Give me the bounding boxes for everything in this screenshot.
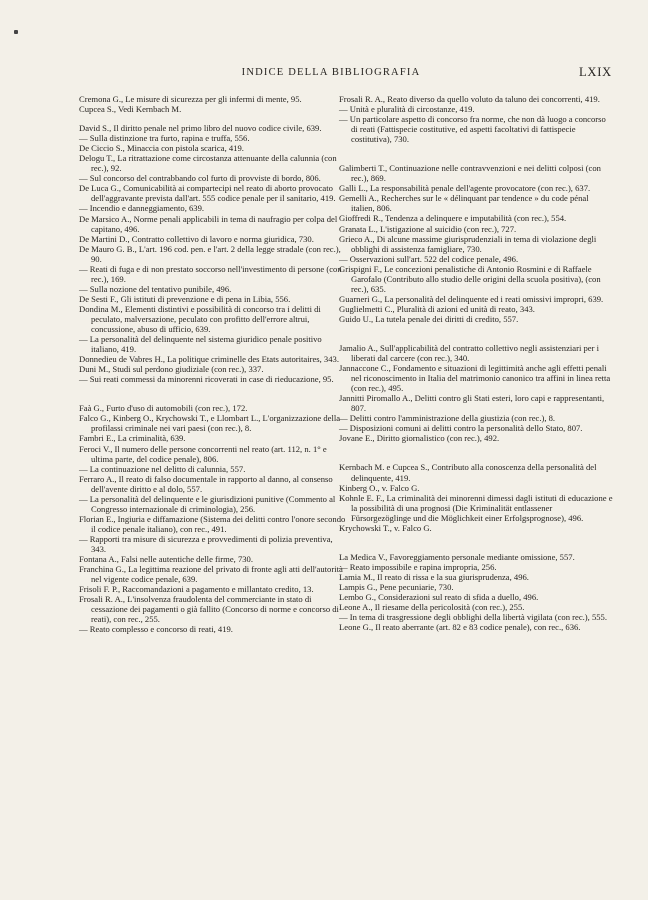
bibliography-entry: Fambri E., La criminalità, 639.: [79, 433, 186, 444]
bibliography-entry: — Incendio e danneggiamento, 639.: [79, 203, 205, 214]
bibliography-entry: — Reato complesso e concorso di reati, 419.: [79, 624, 233, 635]
right-column: [339, 94, 614, 632]
bibliography-entry: Cremona G., Le misure di sicurezza per gli infermi di mente, 95.: [79, 94, 302, 104]
bibliography-entry: Jamalio A., Sull'applicabilità del contratto collettivo negli assistenziari per i liberati dal carcere (con rec.), 340.: [339, 342, 600, 364]
bibliography-entry: — Reati di fuga e di non prestato soccorso nell'investimento di persone (con rec.), 169.: [79, 263, 342, 284]
bibliography-entry: Ferraro A., Il reato di falso documentale in rapporto al danno, al consenso dell'avente diritto e al dolo, 557.: [79, 473, 333, 494]
bibliography-entry: Cupcea S., Vedi Kernbach M.: [79, 104, 182, 115]
bibliography-entry: — Sulla nozione del tentativo punibile, 496.: [79, 283, 232, 294]
bibliography-entry: — In tema di trasgressione degli obblighi della libertà vigilata (con rec.), 555.: [339, 612, 607, 623]
bibliography-entry: Florian E., Ingiuria e diffamazione (Sistema dei delitti contro l'onore secondo il codice penale italiano), con rec., 491.: [79, 513, 346, 534]
bibliography-entry: — La personalità del delinquente nel sistema giuridico penale positivo italiano, 419.: [79, 334, 322, 355]
bibliography-entry: Lamia M., Il reato di rissa e la sua giurisprudenza, 496.: [339, 571, 529, 582]
bibliography-entry: Faà G., Furto d'uso di automobili (con rec.), 172.: [79, 403, 248, 414]
bibliography-entry: Kinberg O., v. Falco G.: [339, 482, 420, 493]
bibliography-entry: Gemelli A., Recherches sur le « délinquant par tendence » du code pénal italien, 806.: [339, 193, 589, 214]
running-title: INDICE DELLA BIBLIOGRAFIA: [241, 67, 421, 78]
section-gap: [79, 384, 349, 403]
bibliography-entry: — Sulla distinzione tra furto, rapina e truffa, 556.: [79, 133, 250, 144]
bibliography-entry: Donnedieu de Vabres H., La politique criminelle des Etats autoritaires, 343.: [79, 354, 339, 365]
bibliography-entry: Gioffredi R., Tendenza a delinquere e imputabilità (con rec.), 554.: [339, 213, 567, 224]
bibliography-entry: — Delitti contro l'amministrazione della giustizia (con rec.), 8.: [339, 413, 556, 424]
bibliography-entry: Grispigni F., Le concezioni penalistiche di Antonio Rosmini e di Raffaele Garofalo (Contributo allo studio delle origini della scuola positiva), (con rec.), 635.: [339, 263, 601, 294]
bibliography-entry: Jannaccone C., Fondamento e situazioni di legittimità anche agli effetti penali nel riconoscimento in Italia del matrimonio canonico tra affini in linea retta (con rec.), 495.: [339, 363, 611, 394]
page-number: LXIX: [578, 65, 612, 79]
bibliography-entry: Galli L., La responsabilità penale dell'agente provocatore (con rec.), 637.: [339, 183, 591, 194]
section-gap: [339, 324, 614, 343]
bibliography-entry: Kernbach M. e Cupcea S., Contributo alla conoscenza della personalità del delinquente, 419.: [339, 462, 597, 483]
bibliography-entry: — Reato impossibile e rapina impropria, 256.: [339, 561, 497, 572]
bibliography-entry: David S., Il diritto penale nel primo libro del nuovo codice civile, 639.: [79, 123, 322, 134]
bibliography-entry: Guarneri G., La personalità del delinquente ed i reati omissivi impropri, 639.: [339, 293, 604, 304]
bibliography-entry: Lembo G., Considerazioni sul reato di sfida a duello, 496.: [339, 591, 539, 602]
bibliography-entry: Krychowski T., v. Falco G.: [339, 522, 432, 533]
bibliography-entry: Falco G., Kinberg O., Krychowski T., e Llombart L., L'organizzazione della profilassi criminale nei vari paesi (con rec.), 8.: [79, 413, 341, 434]
bibliography-entry: Frisoli F. P., Raccomandazioni a pagamento e millantato credito, 13.: [79, 584, 314, 595]
bibliography-entry: De Luca G., Comunicabilità ai compartecipi nel reato di aborto provocato dell'aggravante prevista dall'art. 555 codice penale per il sanitario, 419.: [79, 183, 336, 204]
bibliography-entry: — Unità e pluralità di circostanze, 419.: [339, 104, 475, 115]
bibliography-entry: Delogu T., La ritrattazione come circostanza attenuante della calunnia (con rec.), 92.: [79, 153, 337, 174]
print-mark: [14, 30, 18, 34]
section-gap: [339, 144, 614, 163]
bibliography-entry: La Medica V., Favoreggiamento personale mediante omissione, 557.: [339, 551, 575, 562]
bibliography-entry: Grieco A., Di alcune massime giurisprudenziali in tema di violazione degli obblighi di assistenza famigliare, 730.: [339, 233, 597, 254]
bibliography-entry: — Sui reati commessi da minorenni ricoverati in case di rieducazione, 95.: [79, 374, 334, 385]
bibliography-entry: Fontana A., Falsi nelle autentiche delle firme, 730.: [79, 554, 253, 565]
left-column: [79, 94, 349, 634]
bibliography-entry: De Mauro G. B., L'art. 196 cod. pen. e l'art. 2 della legge stradale (con rec.), 90.: [79, 243, 341, 264]
bibliography-entry: — La continuazione nel delitto di calunnia, 557.: [79, 463, 246, 474]
section-gap: [79, 114, 349, 123]
bibliography-entry: Lampis G., Pene pecuniarie, 730.: [339, 581, 454, 592]
bibliography-entry: Granata L., L'istigazione al suicidio (con rec.), 727.: [339, 223, 517, 234]
bibliography-entry: Dondina M., Elementi distintivi e possibilità di concorso tra i delitti di peculato, malversazione, peculato con profitto dell'errore altrui, concussione, abuso di ufficio, 639.: [79, 303, 321, 335]
bibliography-entry: De Marsico A., Norme penali applicabili in tema di naufragio per colpa del capitano, 496.: [79, 213, 338, 234]
section-gap: [339, 443, 614, 462]
bibliography-entry: Guglielmetti C., Pluralità di azioni ed unità di reato, 343.: [339, 303, 535, 314]
bibliography-entry: De Ciccio S., Minaccia con pistola scarica, 419.: [79, 143, 244, 154]
bibliography-entry: Leone A., Il riesame della pericolosità (con rec.), 255.: [339, 602, 525, 613]
bibliography-entry: Frosali R. A., Reato diverso da quello voluto da taluno dei concorrenti, 419.: [339, 94, 600, 104]
bibliography-entry: Leone G., Il reato aberrante (art. 82 e 83 codice penale), con rec., 636.: [339, 622, 581, 633]
bibliography-entry: — La personalità del delinquente e le giurisdizioni punitive (Commento al Congresso internazionale di criminologia), 256.: [79, 493, 336, 514]
bibliography-entry: Galimberti T., Continuazione nelle contravvenzioni e nei delitti colposi (con rec.), 869.: [339, 163, 601, 184]
bibliography-entry: — Osservazioni sull'art. 522 del codice penale, 496.: [339, 253, 519, 264]
bibliography-entry: Jannitti Piromallo A., Delitti contro gli Stati esteri, loro capi e rappresentanti, 807.: [339, 393, 605, 414]
bibliography-entry: Kohnle E. F., La criminalità dei minorenni dimessi dagli istituti di educazione e la possibilità di una prognosi (Die Kriminalität entlassener Fürsorgezöglinge und die Möglichkeit einer Erfolgsprognose), 496.: [339, 492, 613, 523]
bibliography-entry: — Rapporti tra misure di sicurezza e provvedimenti di polizia preventiva, 343.: [79, 533, 333, 554]
bibliography-entry: De Martini D., Contratto collettivo di lavoro e norma giuridica, 730.: [79, 233, 314, 244]
bibliography-entry: De Sesti F., Gli istituti di prevenzione e di pena in Libia, 556.: [79, 293, 291, 304]
bibliography-entry: — Un particolare aspetto di concorso fra norme, che non dà luogo a concorso di reati (Fattispecie costitutive, ed aspetti facoltativi di fattispecie costitutiva), 730.: [339, 114, 606, 145]
bibliography-entry: Frosali R. A., L'insolvenza fraudolenta del commerciante in stato di cessazione dei pagamenti o già fallito (Concorso di norme e concorso di reati), con rec., 255.: [79, 594, 339, 625]
bibliography-entry: — Sul concorso del contrabbando col furto di provviste di bordo, 806.: [79, 173, 321, 184]
bibliography-entry: Guido U., La tutela penale dei diritti di credito, 557.: [339, 313, 519, 324]
bibliography-entry: Jovane E., Diritto giornalistico (con rec.), 492.: [339, 433, 500, 444]
bibliography-entry: Feroci V., Il numero delle persone concorrenti nel reato (art. 112, n. 1° e ultima parte, del codice penale), 806.: [79, 443, 327, 464]
bibliography-entry: Duni M., Studi sul perdono giudiziale (con rec.), 337.: [79, 364, 264, 375]
page-header: [50, 64, 612, 84]
section-gap: [339, 533, 614, 552]
bibliography-entry: Franchina G., La legittima reazione del privato di fronte agli atti dell'autorità nel vigente codice penale, 639.: [79, 564, 343, 585]
bibliography-entry: — Disposizioni comuni ai delitti contro la personalità dello Stato, 807.: [339, 423, 583, 434]
